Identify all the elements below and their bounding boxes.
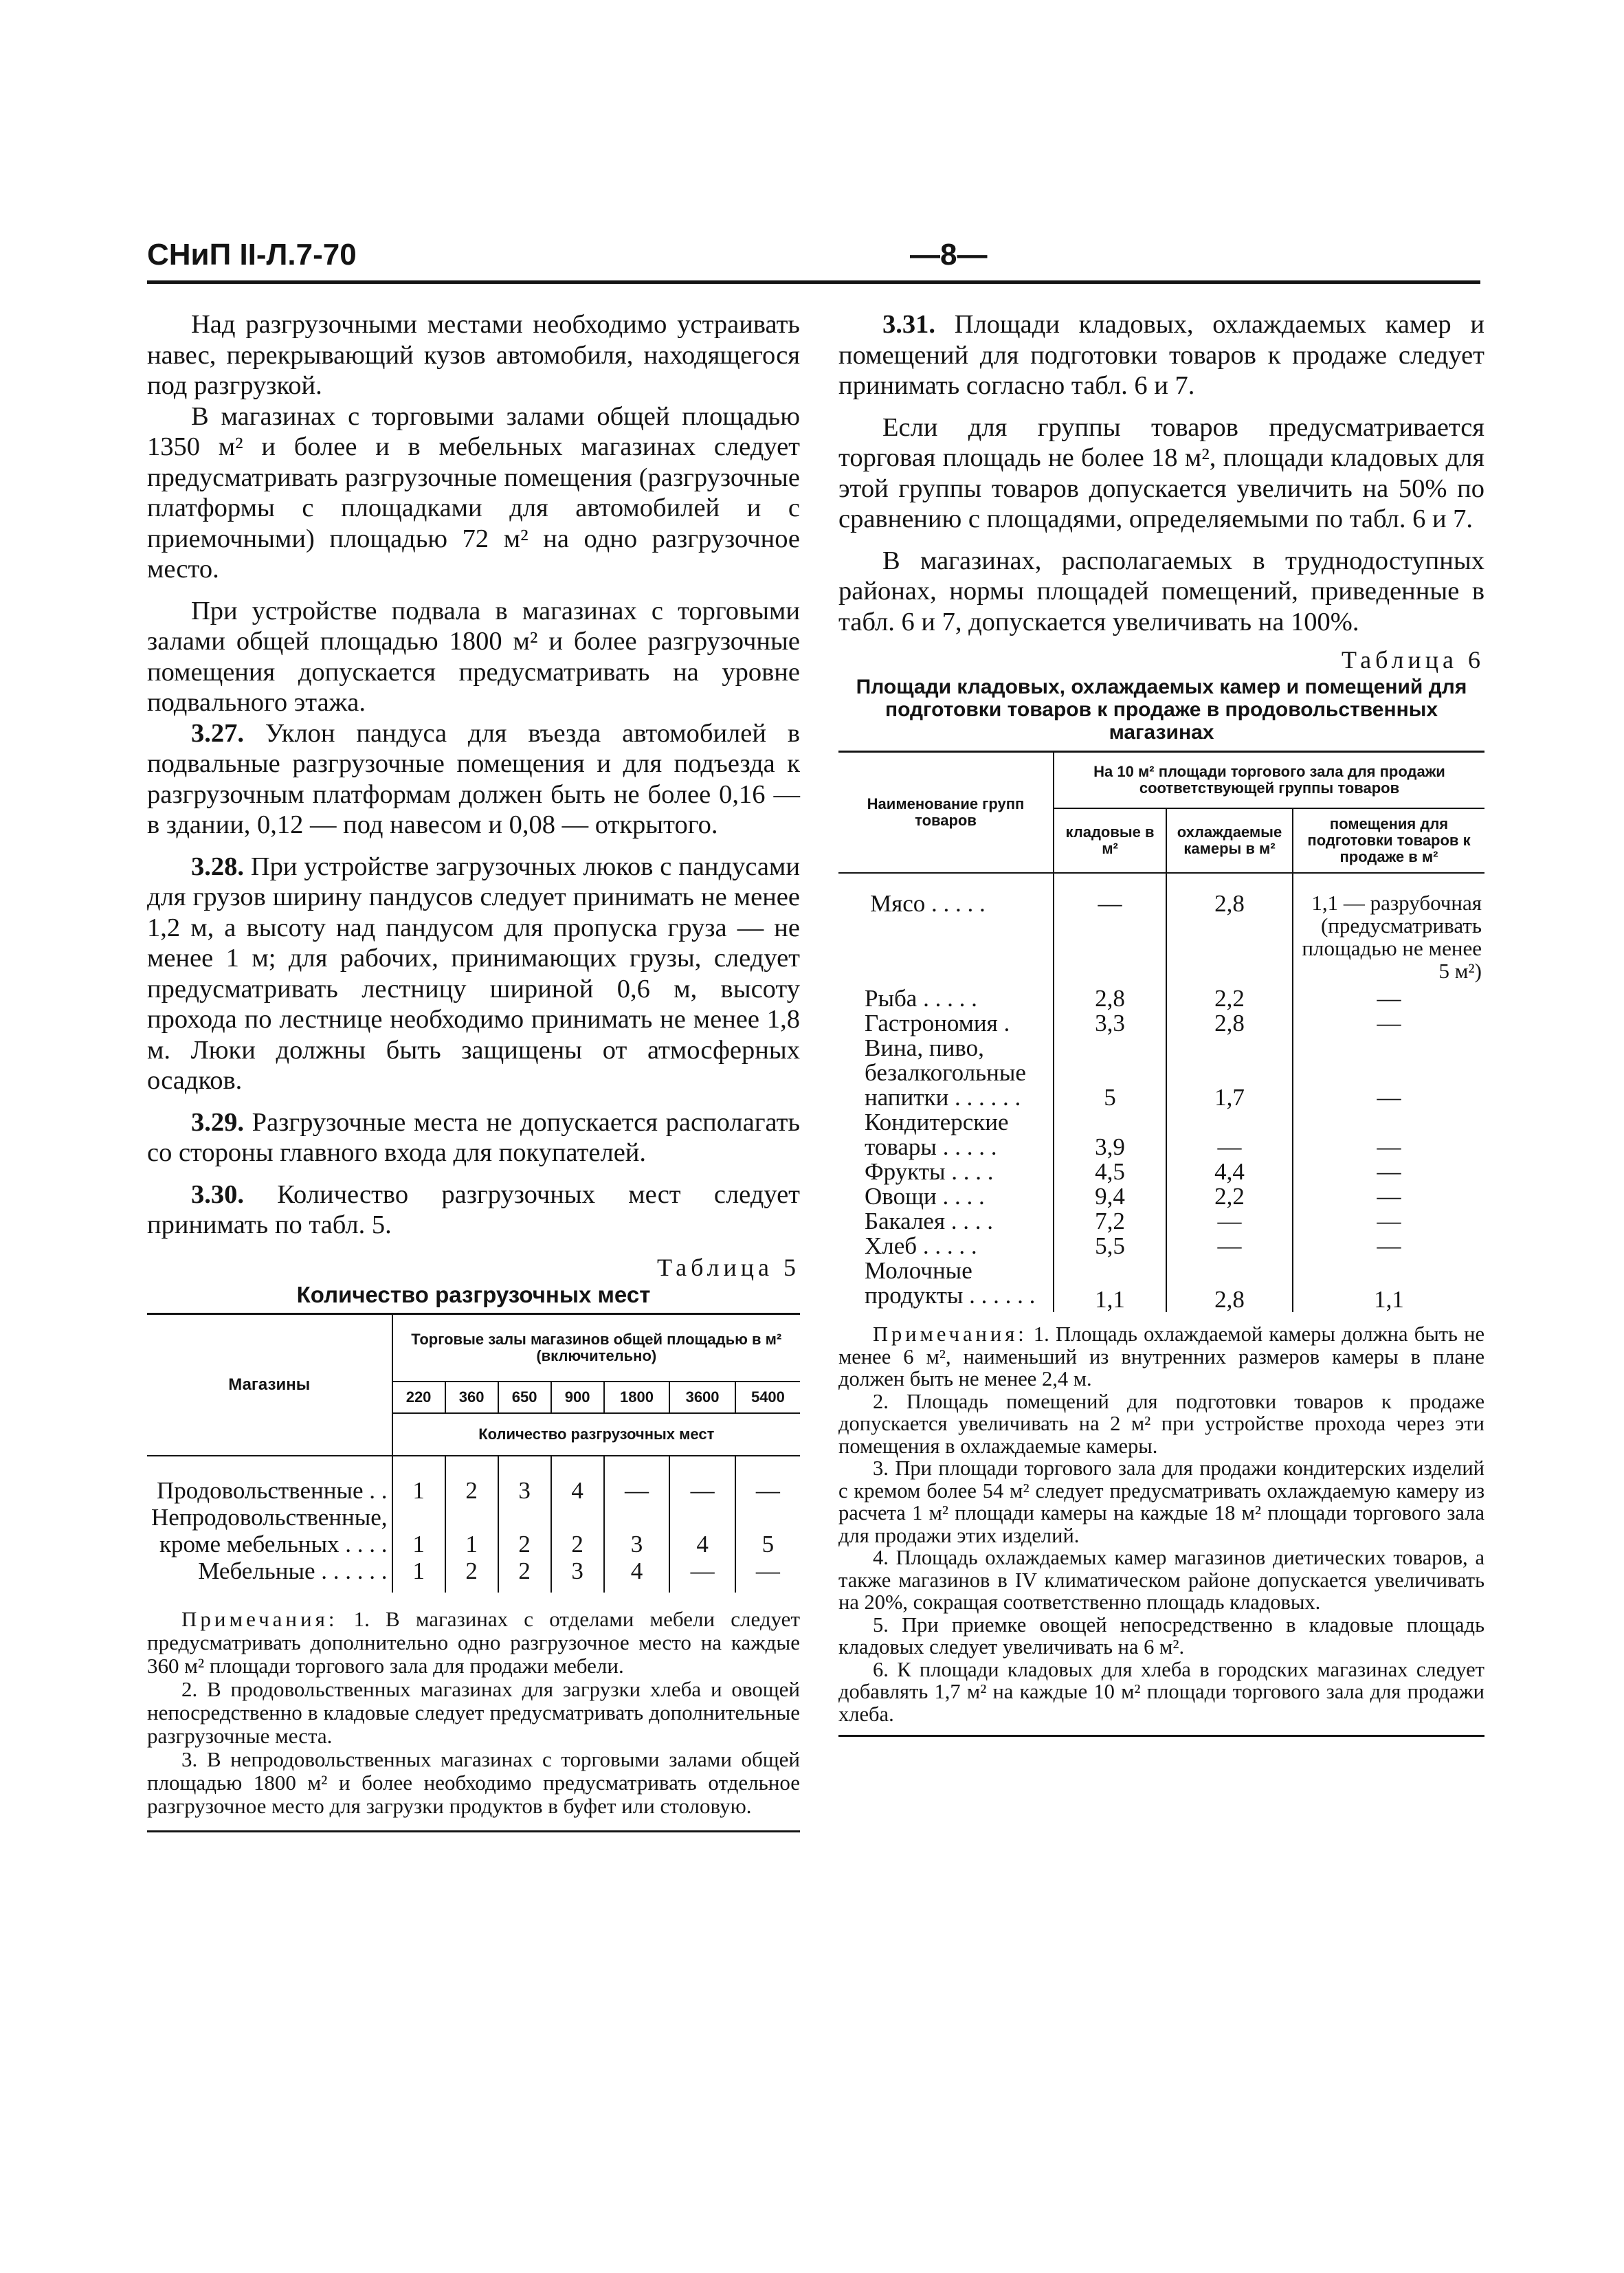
table-header-cell: 3600 (669, 1382, 735, 1413)
table-header-shops: Магазины (228, 1375, 311, 1394)
paragraph: При устройстве подвала в магазинах с торговыми залами общей площадью 1800 м² и более разгрузочные помещения допускается предусматривать на уровне подвального этажа. (147, 596, 800, 717)
table-row: Хлеб . . . . . 5,5 — — (838, 1234, 1484, 1259)
clause-text: Количество разгрузочных мест следует принимать по табл. 5. (147, 1179, 801, 1239)
table-row: Рыба . . . . . 2,8 2,2 — (838, 986, 1484, 1011)
clause-3-29 (147, 1107, 800, 1168)
notes-label: Примечания: (181, 1606, 338, 1631)
table-bottom-rule (838, 1735, 1484, 1737)
table-header-cell: 360 (445, 1382, 498, 1413)
table-row: Вина, пиво, безалкогольные напитки . . . . . . 5 1,7 — (838, 1036, 1484, 1110)
table-row: Овощи . . . . 9,4 2,2 — (838, 1184, 1484, 1209)
clause-text: При устройстве загрузочных люков с пандусами для грузов ширину пандусов следует принимать не менее 1,2 м, а высоту над пандусом для пропуска груза — не менее 1 м; для рабочих, принимающих грузы, следует предусматривать лестницу шириной 0,6 м, высоту прохода по лестнице необходимо принимать не менее 1,8 м. Люки должны быть защищены от атмосферных осадков. (147, 852, 800, 1095)
table-header-cell: 650 (498, 1382, 551, 1413)
note: 2. В продовольственных магазинах для загрузки хлеба и овощей непосредственно в кладовые следует предусматривать дополнительные разгрузочные места. (147, 1676, 800, 1748)
paragraph: Над разгрузочными местами необходимо устраивать навес, перекрывающий кузов автомобиля, находящегося под разгрузкой. (147, 310, 800, 400)
clause-text: Разгрузочные места не допускается располагать со стороны главного входа для покупателей. (147, 1107, 800, 1167)
table-row: Кондитерские товары . . . . . 3,9 — — (838, 1110, 1484, 1160)
notes-label: Примечания: (873, 1322, 1027, 1346)
paragraph: В магазинах с торговыми залами общей площадью 1350 м² и более и в мебельных магазинах следует предусматривать разгрузочные помещения (разгрузочные платформы с площадками для автомобилей и с приемочными) площадью 72 м² на одно разгрузочное место. (147, 401, 800, 584)
paragraph: Если для группы товаров предусматривается торговая площадь не более 18 м², площади кладовых для этой группы товаров допускается увеличить на 50% по сравнению с площадями, определяемыми по табл. 6 и 7. (838, 412, 1484, 533)
page-header (147, 238, 1480, 286)
table-header-sub: Количество разгрузочных мест (392, 1413, 800, 1456)
clause-number: 3.29. (191, 1107, 244, 1137)
clause-3-28 (147, 852, 800, 1096)
note: 3. При площади торгового зала для продажи кондитерских изделий с кремом более 54 м² следует предусматривать охлаждаемую камеру из расчета 1 м² площади камеры на каждые 18 м² площади торгового зала для продажи этих изделий. (838, 1456, 1484, 1547)
note: 6. К площади кладовых для хлеба в городских магазинах следует добавлять 1,7 м² на каждые 10 м² площади торгового зала для продажи хлеба. (838, 1657, 1484, 1726)
clause-number: 3.31. (882, 310, 935, 339)
table-header-cell: 220 (392, 1382, 445, 1413)
table-row: Гастрономия . 3,3 2,8 — (838, 1011, 1484, 1036)
table-row: Мясо . . . . . — 2,8 1,1 — разрубочная (предусматривать площадью не менее 5 м²) (838, 891, 1484, 986)
right-column (838, 309, 1484, 1737)
table-row: Молочные продукты . . . . . . 1,1 2,8 1,1 (838, 1259, 1484, 1312)
note: Примечания: 1. В магазинах с отделами мебели следует предусматривать дополнительно одно разгрузочное место на каждые 360 м² площади торгового зала для продажи мебели. (147, 1606, 800, 1678)
clause-3-30 (147, 1179, 800, 1241)
clause-number: 3.30. (191, 1179, 244, 1209)
table-title: Количество разгрузочных мест (296, 1281, 651, 1307)
note: 2. Площадь помещений для подготовки товаров к продаже допускается увеличивать на 2 м² при устройстве прохода через эти помещения в охлаждаемые камеры. (838, 1389, 1484, 1458)
note: 5. При приемке овощей непосредственно в кладовые площадь кладовых следует увеличивать на 6 м². (838, 1612, 1484, 1659)
header-rule (147, 280, 1480, 284)
table-header-cell: кладовые в м² (1054, 808, 1166, 873)
table-header-cell: охлаждаемые камеры в м² (1166, 808, 1293, 873)
table-row: Бакалея . . . . 7,2 — — (838, 1209, 1484, 1234)
paragraph: В магазинах, располагаемых в труднодоступных районах, нормы площадей помещений, приведенные в табл. 6 и 7, допускается увеличивать на 100%. (838, 546, 1484, 636)
table-row: кроме мебельных . . . . 1 1 2 2 3 4 5 (147, 1531, 800, 1557)
note: Примечания: 1. Площадь охлаждаемой камеры должна быть не менее 6 м², наименьший из внутренних размеров камеры в плане должен быть не менее 2,4 м. (838, 1322, 1485, 1390)
table-header-area: Торговые залы магазинов общей площадью в м² (включительно) (392, 1313, 800, 1382)
table-header-cell: 900 (551, 1382, 604, 1413)
table-title: Площади кладовых, охлаждаемых камер и помещений для подготовки товаров к продаже в продовольственных магазинах (856, 676, 1467, 744)
clause-3-27 (147, 718, 800, 841)
clause-number: 3.28. (191, 852, 244, 881)
table-row: Продовольственные . . 1 2 3 4 — — — (147, 1477, 800, 1504)
table-row: Фрукты . . . . 4,5 4,4 — (838, 1160, 1484, 1184)
left-column (147, 309, 800, 1832)
table-row: Мебельные . . . . . . 1 2 2 3 4 — — (147, 1557, 800, 1593)
table-row: Непродовольственные, (147, 1504, 800, 1531)
clause-number: 3.27. (191, 718, 244, 748)
clause-text: Уклон пандуса для въезда автомобилей в подвальные разгрузочные помещения и для подъезда к разгрузочным платформам должен быть не более 0,16 — в здании, 0,12 — под навесом и 0,08 — открытого. (147, 718, 800, 839)
note: 4. Площадь охлаждаемых камер магазинов диетических товаров, а также магазинов в IV климатическом районе допускается увеличивать на 20%, сокращая соответственно площадь кладовых. (838, 1546, 1484, 1614)
table-header-cell: 5400 (735, 1382, 800, 1413)
table-5 (147, 1313, 800, 1593)
table-5-notes (147, 1608, 800, 1818)
clause-3-31 (838, 309, 1484, 401)
table-header-cell: помещения для подготовки товаров к продаже в м² (1293, 808, 1484, 873)
page-number: —8— (910, 238, 988, 271)
table-6-notes (838, 1323, 1484, 1725)
table-caption: Таблица 6 (1342, 646, 1484, 674)
table-header-cell: 1800 (604, 1382, 670, 1413)
table-caption: Таблица 5 (657, 1253, 800, 1281)
document-code: СНиП II-Л.7-70 (147, 238, 357, 271)
note: 3. В непродовольственных магазинах с торговыми залами общей площадью 1800 м² и более необходимо предусматривать отдельное разгрузочное место для загрузки продуктов в буфет или столовую. (147, 1747, 800, 1818)
clause-text: Площади кладовых, охлаждаемых камер и помещений для подготовки товаров к продаже следует принимать согласно табл. 6 и 7. (838, 310, 1484, 400)
table-6 (838, 751, 1484, 1312)
table-header-groups: Наименование групп товаров (867, 795, 1025, 829)
table-header-span: На 10 м² площади торгового зала для продажи соответствующей группы товаров (1054, 752, 1484, 809)
table-bottom-rule (147, 1830, 800, 1832)
